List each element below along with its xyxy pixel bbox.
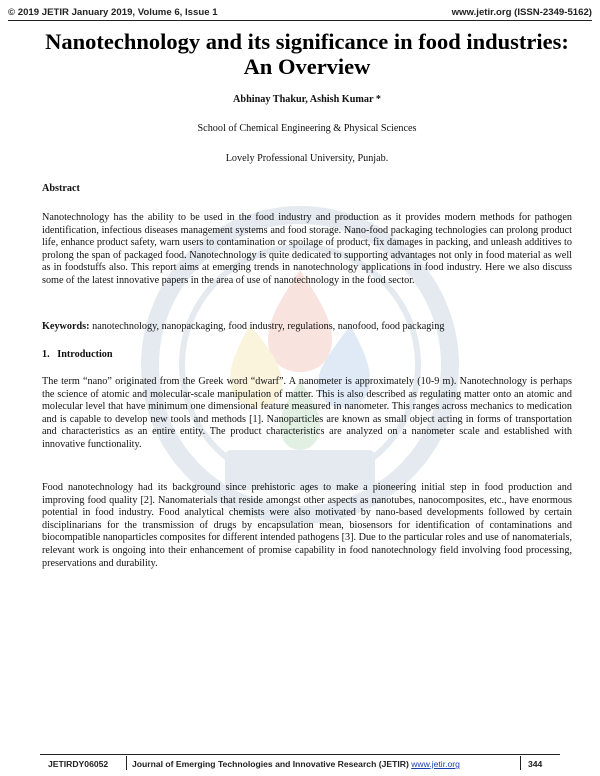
page-header — [8, 5, 592, 19]
introduction-paragraph-2: Food nanotechnology had its background since prehistoric ages to make a pioneering initial step in food production and improving food quality [2]. Nanomaterials that reside amongst other aspects as nanotubes, nanocomposites, etc., have enormous potential in food industry. Food analytical chemists were also motivated by nano-based developments followed by certain disciplinarians for the transmission of drugs by encapsulation mean, biosensors for identification of contaminations and biocompatible nanoparticles composites for different intended pathogens [3]. Due to the particular roles and use of nanomaterials, relevant work is ongoing into their enhancement of promise capability in food nanotechnology field involving food processing, preservations and durability. — [42, 482, 572, 569]
abstract-heading: Abstract — [42, 183, 80, 194]
footer-paper-id: JETIRDY06052 — [48, 759, 109, 769]
paper-title: Nanotechnology and its significance in food industries: An Overview — [45, 29, 569, 79]
footer-journal-name: Journal of Emerging Technologies and Innovative Research (JETIR) — [132, 759, 412, 769]
author-affiliation-school: School of Chemical Engineering & Physical Sciences — [197, 123, 417, 134]
header-website-issn: www.jetir.org (ISSN-2349-5162) — [451, 7, 592, 18]
keywords-label: Keywords: — [42, 321, 90, 332]
introduction-paragraph-1: The term “nano” originated from the Greek word “dwarf”. A nanometer is approximately (10-9 m). Nanotechnology is perhaps the science of atomic and molecular-scale manipulation of matter. This is also described as regulating matter onto an atomic and molecular level that have minimum one dimensional feature measured in nanometer. This ranges across mechanics to medication and is capable to develop new tools and methods [1]. Nanoparticles are known as small object acting in forms of transportation and characteristics as an entire entity. The product characteristics are analyzed on a nanometer scale and established with innovative functionality. — [42, 376, 572, 450]
author-affiliation-university: Lovely Professional University, Punjab. — [225, 153, 389, 164]
abstract-text: Nanotechnology has the ability to be used in the food industry and production as it provides modern methods for pathogen identification, infectious diseases management systems and food storage. Nano-food packaging technologies can prolong product life, enhance product safety, warn users to contamination or spoilage of product, fix damages in packing, and unleash additives to prolong the span of packaged food. Nanotechnology is quite dedicated to supporting advantages not only in food material as well as in foodstuffs also. This report aims at emerging trends in nanotechnology applications in food industry. Here we also discuss some of the latest innovative papers in the area of use of nanotechnology in the food sector. — [42, 212, 572, 286]
footer-page-number: 344 — [528, 759, 543, 769]
keywords-line — [42, 321, 572, 332]
footer-divider — [520, 756, 521, 770]
footer-divider — [126, 756, 127, 770]
page-footer — [40, 754, 560, 771]
footer-website-link[interactable]: www.jetir.org — [411, 759, 460, 769]
footer-journal — [132, 759, 460, 769]
keywords-text: nanotechnology, nanopackaging, food industry, regulations, nanofood, food packaging — [89, 321, 445, 332]
header-rule — [8, 20, 592, 21]
paper-authors: Abhinay Thakur, Ashish Kumar * — [233, 94, 381, 105]
header-journal-info: © 2019 JETIR January 2019, Volume 6, Issue 1 — [8, 7, 218, 18]
introduction-heading: 1. Introduction — [42, 349, 113, 360]
